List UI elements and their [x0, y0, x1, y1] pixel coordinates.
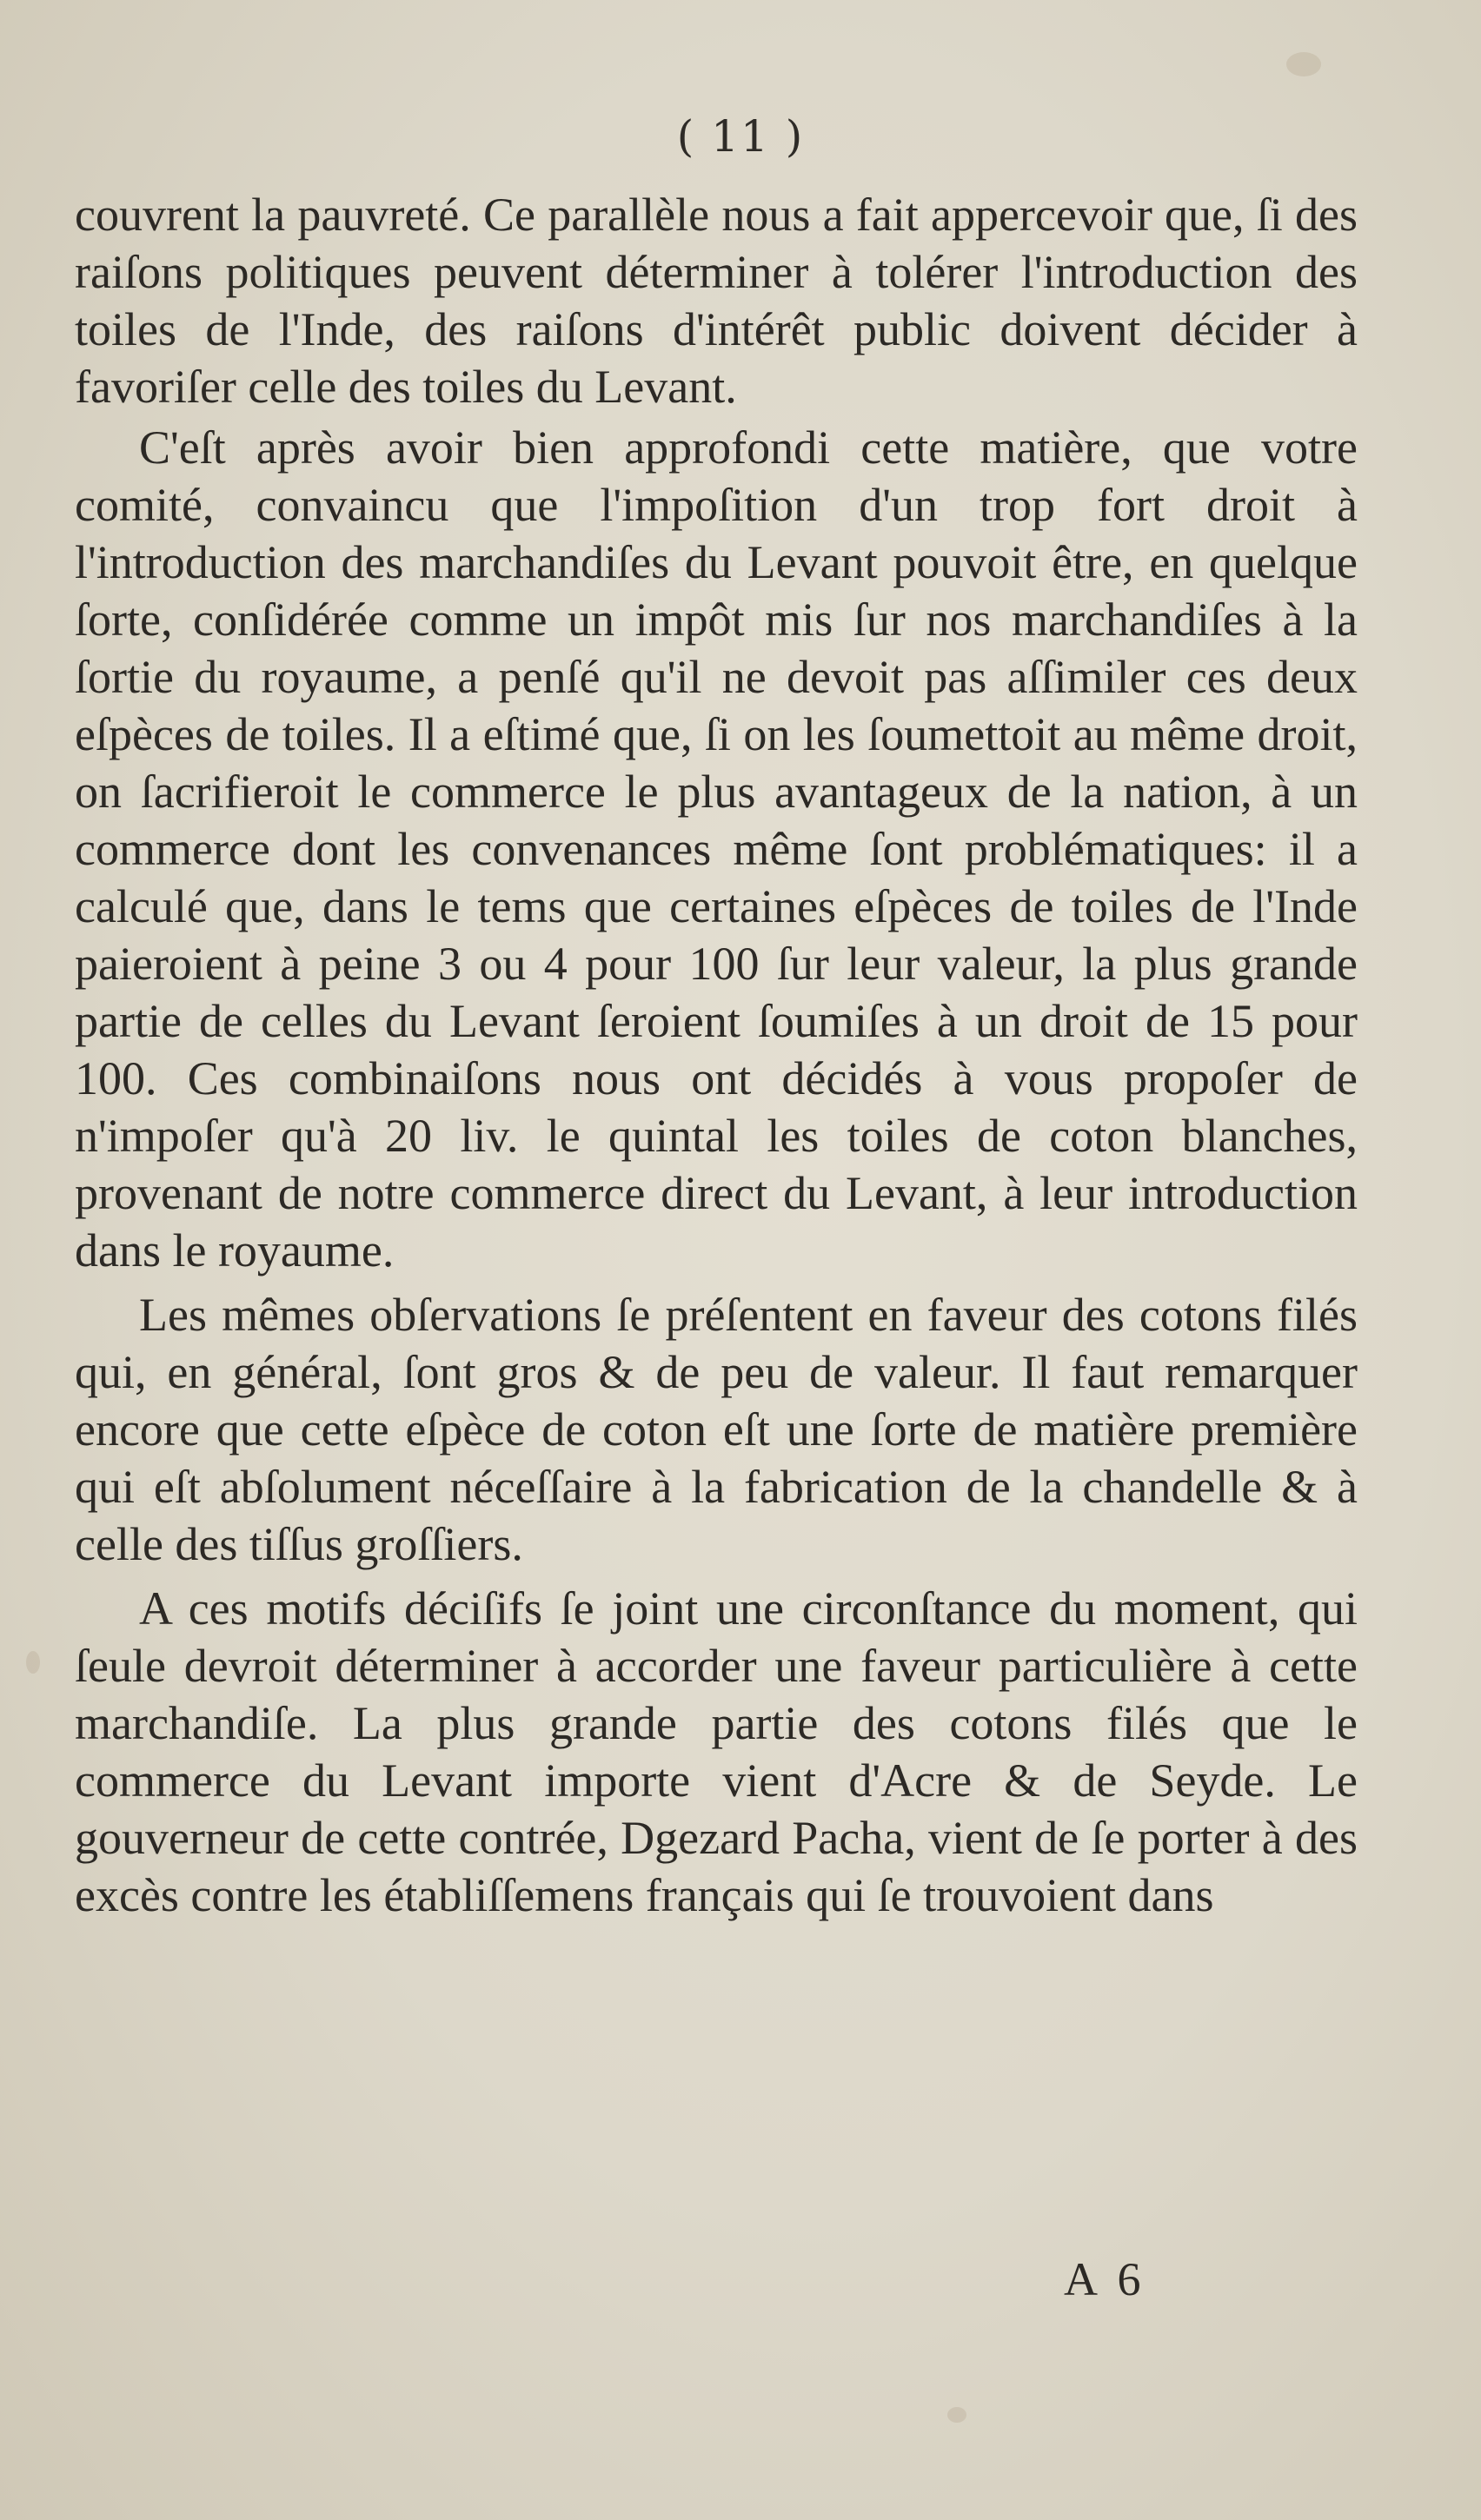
paper-stain — [26, 1651, 40, 1674]
body-text — [75, 186, 1358, 1924]
signature-mark: A 6 — [1064, 2253, 1146, 2305]
paragraph-4: A ces motifs déciſifs ſe joint une circonſtance du moment, qui ſeule devroit déterminer à accorder une faveur particulière à cette marchandiſe. La plus grande partie des cotons filés que le commerce du Levant importe vient d'Acre & de Seyde. Le gouverneur de cette contrée, Dgezard Pacha, vient de ſe porter à des excès contre les établiſſemens français qui ſe trouvoient dans — [75, 1582, 1358, 1921]
paper-stain — [1286, 52, 1321, 76]
page-number: ( 11 ) — [676, 111, 805, 162]
paragraph-2: C'eſt après avoir bien approfondi cette matière, que votre comité, convaincu que l'impoſition d'un trop fort droit à l'introduction des marchandiſes du Levant pouvoit être, en quelque ſorte, conſidérée comme un impôt mis ſur nos marchandiſes à la ſortie du royaume, a penſé qu'il ne devoit pas aſſimiler ces deux eſpèces de toiles. Il a eſtimé que, ſi on les ſoumettoit au même droit, on ſacrifieroit le commerce le plus avantageux de la nation, à un commerce dont les convenances même ſont problématiques: il a calculé que, dans le tems que certaines eſpèces de toiles de l'Inde paieroient à peine 3 ou 4 pour 100 ſur leur valeur, la plus grande partie de celles du Levant ſeroient ſoumiſes à un droit de 15 pour 100. Ces combinaiſons nous ont décidés à vous propoſer de n'impoſer qu'à 20 liv. le quintal les toiles de coton blanches, provenant de notre commerce direct du Levant, à leur introduction dans le royaume. — [75, 421, 1358, 1277]
paragraph-3: Les mêmes obſervations ſe préſentent en faveur des cotons filés qui, en général, ſont gros & de peu de valeur. Il faut remarquer encore que cette eſpèce de coton eſt une ſorte de matière première qui eſt abſolument néceſſaire à la fabrication de la chandelle & à celle des tiſſus groſſiers. — [75, 1289, 1358, 1570]
paper-stain — [947, 2407, 966, 2423]
paragraph-1: couvrent la pauvreté. Ce parallèle nous a fait appercevoir que, ſi des raiſons politiques peuvent déterminer à tolérer l'introduction des toiles de l'Inde, des raiſons d'intérêt public doivent décider à favoriſer celle des toiles du Levant. — [75, 189, 1358, 413]
